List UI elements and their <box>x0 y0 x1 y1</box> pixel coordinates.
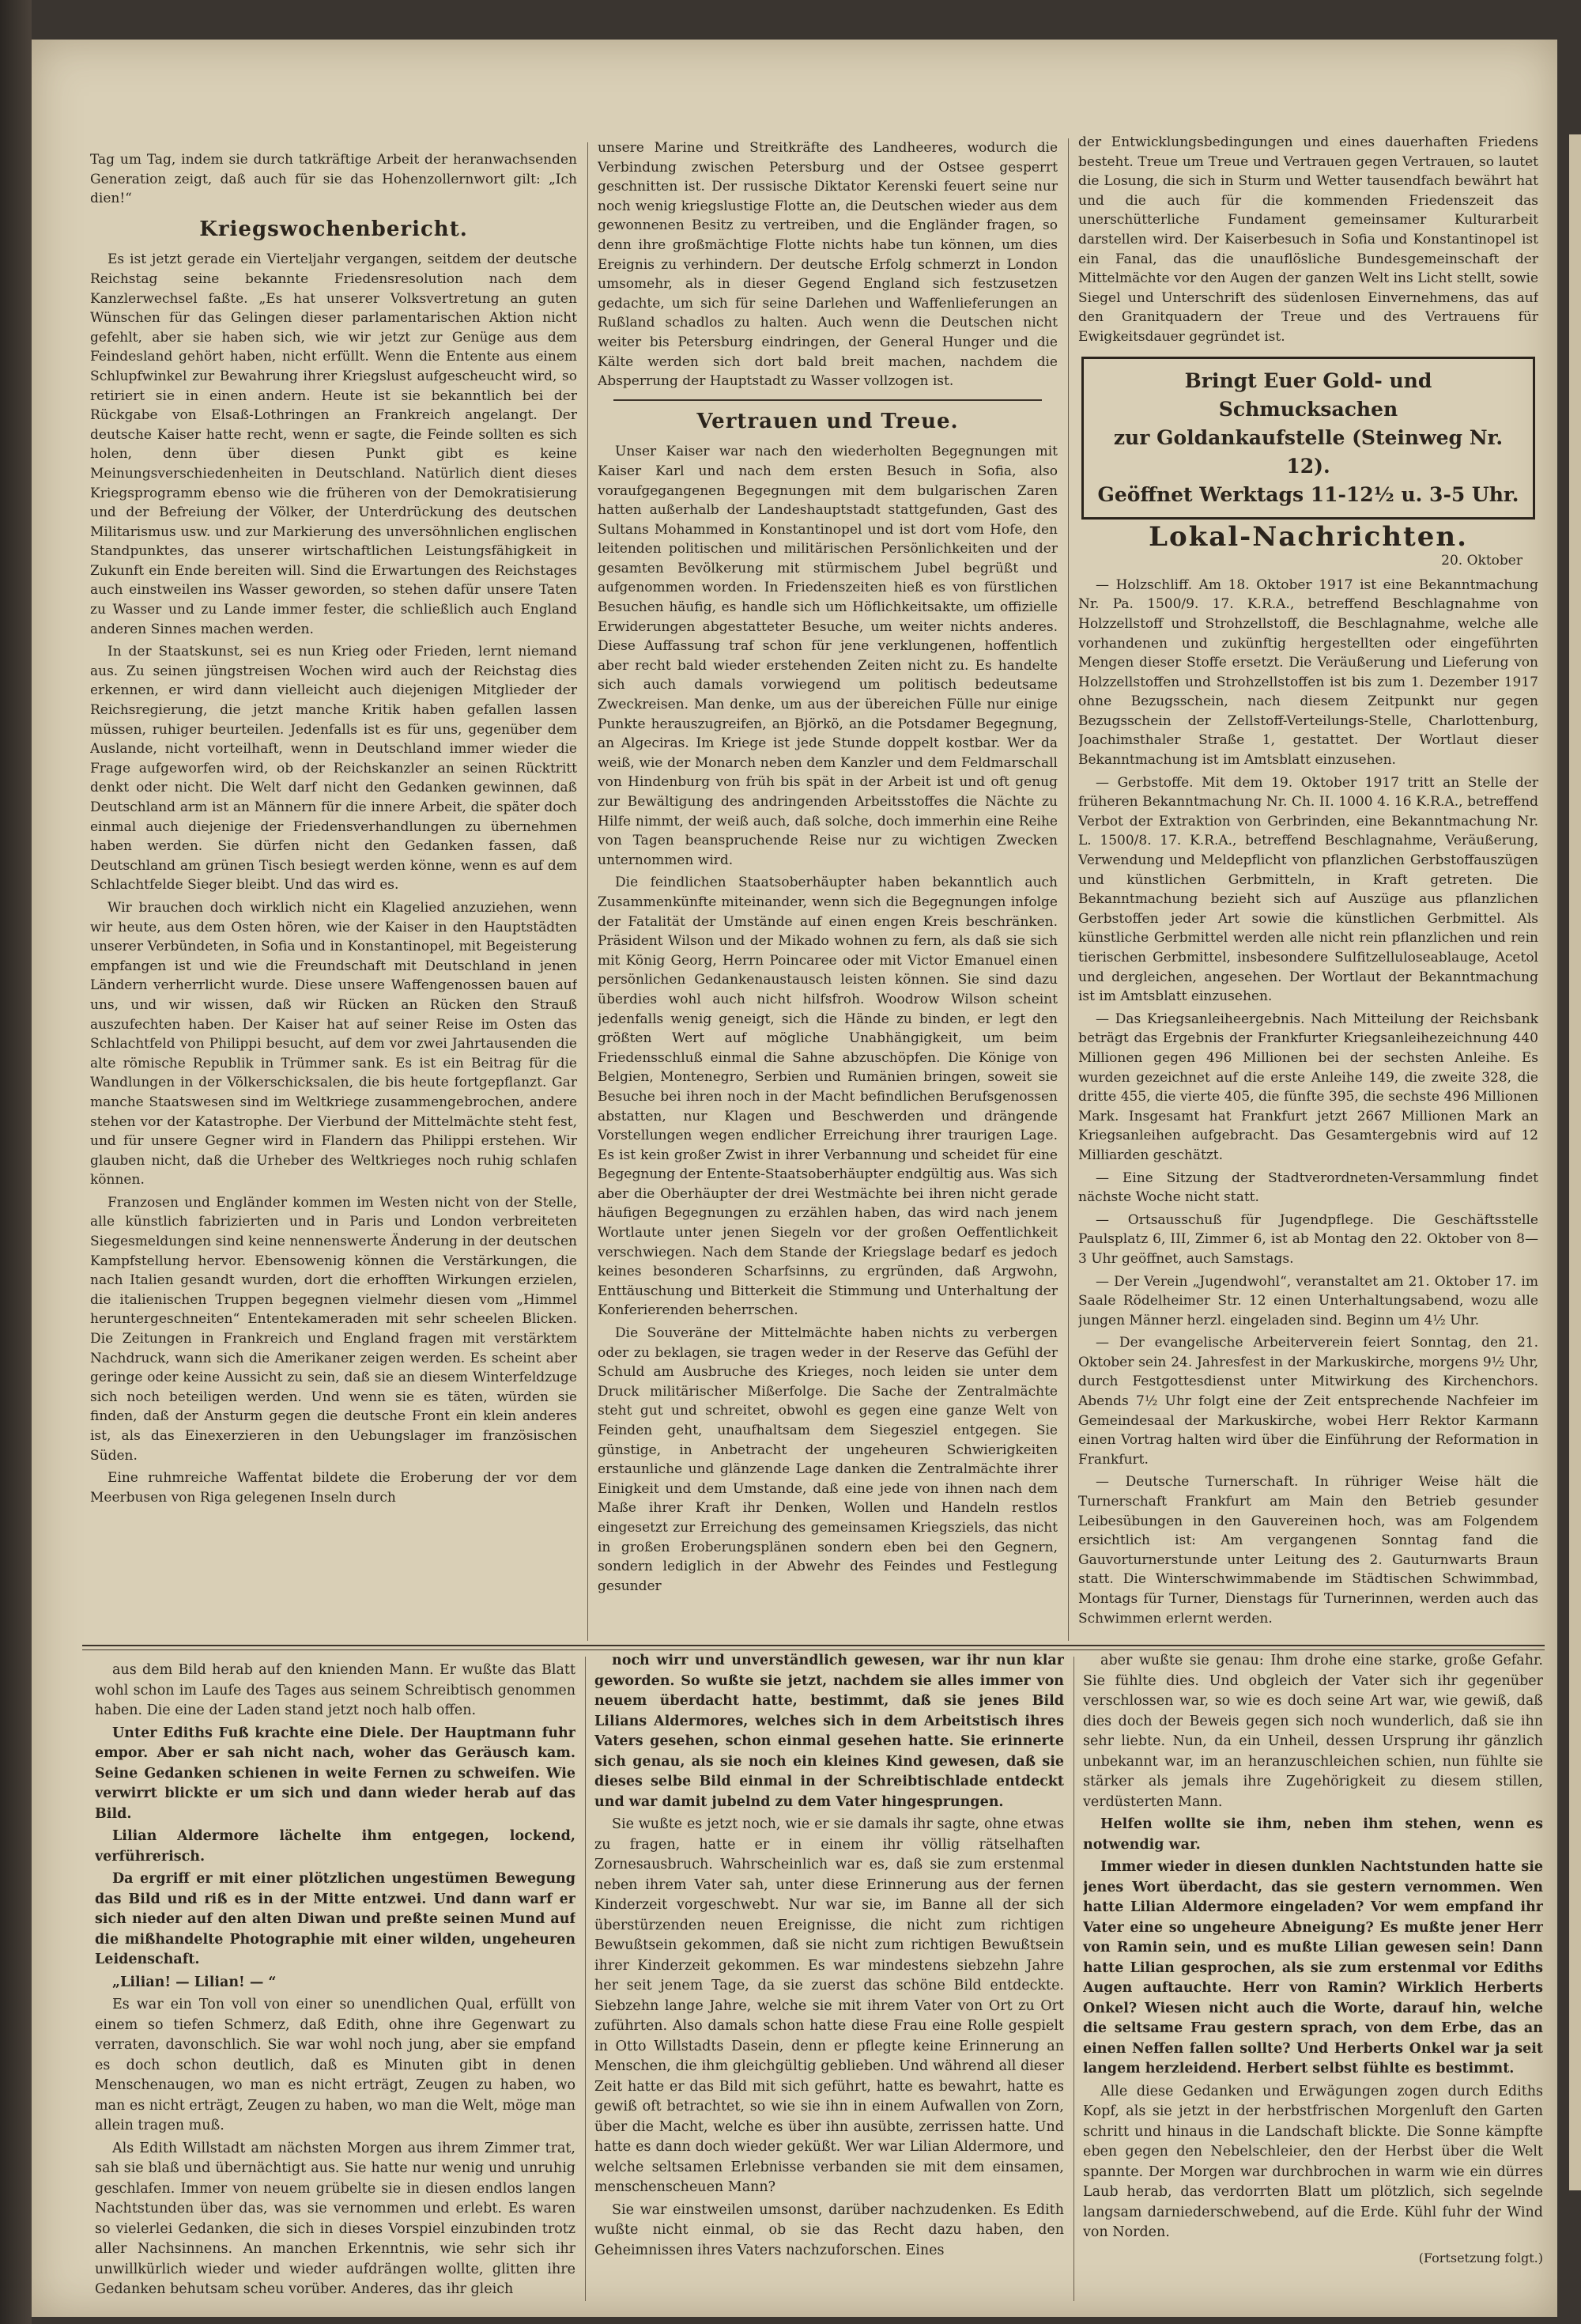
war-report-paragraph: Eine ruhmreiche Waffentat bildete die Eroberung der vor dem Meerbusen von Riga gelegenen Inseln durch <box>90 1470 577 1506</box>
local-news-item: — Der Verein „Jugendwohl“, veranstaltet am 21. Oktober 17. im Saale Rödelheimer Str. 12 einen Unterhaltungsabend, wozu alle jungen Männer herzl. eingeladen sind. Beginn um 4½ Uhr. <box>1078 1273 1538 1328</box>
story-paragraph: aus dem Bild herab auf den knienden Mann. Er wußte das Blatt wohl schon im Laufe des Tages aus seinem Schreibtisch genommen haben. Die eine der Laden stand jetzt noch halb offen. <box>95 1662 575 1718</box>
page-edge <box>1569 134 1581 2190</box>
story-paragraph: Sie wußte es jetzt noch, wie er sie damals ihr sagte, ohne etwas zu fragen, hatte er in einem ihr völlig rätselhaften Zornesausbruch. Wahrscheinlich war es, daß sie zum erstenmal neben ihrem Vater sah, unter diese Erinnerung aus der fernen Kinderzeit vorgeschwebt. Nur war sie, im Banne all der sich überstürzenden neuen Ereignisse, die nicht zum richtigen Bewußtsein gekommen, daß sie nicht zum richtigen Bewußtsein ihrer Kinderzeit gekommen. Es war mindestens siebzehn Jahre her seit jenem Tage, da sie zuerst das schöne Bild entdeckte. Siebzehn lange Jahre, welche sie mit ihrem Vater von Ort zu Ort zuführten. Also damals schon hatte diese Frau eine Rolle gespielt in Otto Willstadts Dasein, denn er pflegte keine Erinnerung an Menschen, die ihm gleichgültig geblieben. Und während all dieser Zeit hatte er das Bild mit sich geführt, hatte es bewahrt, hatte es gewiß oft betrachtet, so wie sie ihn in einem Aufwallen von Zorn, über die Macht, welche es über ihn ausübte, zerrissen hatte. Und hatte es dann doch wieder geküßt. Wer war Lilian Aldermore, und welche seltsamen Erlebnisse verbanden sie mit dem einsamen, menschenscheuen Mann? <box>594 1816 1064 2195</box>
serial-story-column-2 <box>594 1651 1064 2301</box>
story-paragraph: Unter Ediths Fuß krachte eine Diele. Der Hauptmann fuhr empor. Aber er sah nicht nach, woher das Geräusch kam. Seine Gedanken schienen in weite Fernen zu schweifen. Wie verwirrt blickte er um sich und dann wieder herab auf das Bild. <box>95 1725 575 1822</box>
local-news-item: — Gerbstoffe. Mit dem 19. Oktober 1917 tritt an Stelle der früheren Bekanntmachung Nr. Ch. II. 1000 4. 16 K.R.A., betreffend Verbot der Extraktion von Gerbrinden, eine Bekanntmachung Nr. L. 1500/8. 17. K.R.A., betreffend Beschlagnahme, Veräußerung, Verwendung und Meldepflicht von pflanzlichen Gerbstoffauszügen und künstlichen Gerbmitteln, in Kraft getreten. Die Bekanntmachung bezieht sich auf Auszüge aus pflanzlichen Gerbstoffen jeder Art sowie die künstlichen Gerbmittel. Als künstliche Gerbmittel werden alle nicht rein pflanzlichen und rein tierischen Gerbmittel, insbesondere Sulfitzelluloseablauge, Acetol und dergleichen, angesehen. Der Wortlaut der Bekanntmachung ist im Amtsblatt einzusehen. <box>1078 774 1538 1005</box>
local-news-heading: Lokal-Nachrichten. <box>1149 520 1468 553</box>
column-divider <box>1068 138 1069 1641</box>
story-paragraph: Alle diese Gedanken und Erwägungen zogen durch Ediths Kopf, als sie jetzt in der herbstfrischen Morgenluft den Garten schritt und hinaus in die Landschaft blickte. Die Sonne kämpfte eben gegen den Nebelschleier, den der Herbst über die Welt spannte. Der Morgen war durchbrochen in warm wie ein dürres Laub herab, das verdorrten Blatt um plötzlich, sich segelnde langsam darniederschwebend, auf die Erde. Kühl fuhr der Wind von Norden. <box>1083 2083 1543 2240</box>
story-paragraph: Es war ein Ton voll von einer so unendlichen Qual, erfüllt von einem so tiefen Schmerz, daß Edith, ohne ihre Gegenwart zu verraten, davonschlich. Sie war wohl noch jung, aber sie empfand es doch schon deutlich, daß es Minuten gibt in denen Menschenaugen, wo man es nicht erträgt, Zeugen zu haben, wo man es nicht erträgt, Zeugen zu haben, wo man die Welt, möge man allein tragen muß. <box>95 1997 575 2133</box>
trust-paragraph: Unser Kaiser war nach den wiederholten Begegnungen mit Kaiser Karl und nach dem ersten Besuch in Sofia, also voraufgegangenen Begegnungen mit dem bulgarischen Zaren hatten außerhalb der Landeshauptstadt stattgefunden, Gast des Sultans Mohammed in Konstantinopel und ist dort vom Hofe, den leitenden politischen und militärischen Persönlichkeiten und der gesamten Bevölkerung mit stürmischem Jubel begrüßt und aufgenommen worden. In Friedenszeiten hieß es von fürstlichen Besuchen häufig, es handle sich um Höflichkeitsakte, um offizielle Erwiderungen abgestatteter Besuche, um weiter nichts anderes. Diese Auffassung traf schon für jene verklungenen, hoffentlich aber recht bald wieder erstehenden Zeiten nicht zu. Es handelte sich auch damals vorwiegend um politisch bedeutsame Zweckreisen. Man denke, um aus der übereichen Fülle nur einige Punkte herauszugreifen, an Björkö, an die Potsdamer Begegnung, an Algeciras. Im Kriege ist jede Stunde doppelt kostbar. Wer da weiß, wie der Monarch neben dem Kanzler und dem Feldmarschall von Hindenburg von früh bis spät in der Arbeit ist und oft genug zur Bewältigung des andringenden Arbeitsstoffes die Nächte zu Hilfe nimmt, der weiß auch, daß solche, doch immerhin eine Reihe von Tagen beanspruchende Reise nur zu wichtigen Zwecken unternommen wird. <box>598 444 1058 868</box>
war-report-heading: Kriegswochenbericht. <box>199 217 468 241</box>
section-rule <box>613 399 1042 401</box>
column-trust-and-loyalty <box>598 138 1058 1641</box>
local-news-item: — Eine Sitzung der Stadtverordneten-Versammlung findet nächste Woche nicht statt. <box>1078 1170 1538 1206</box>
war-report-paragraph: In der Staatskunst, sei es nun Krieg oder Frieden, lernt niemand aus. Zu seinen jüngstreisen Wochen wird auch der Reichstag dies erkennen, er wird dann vielleicht auch diejenigen Mitglieder der Reichsregierung, die jetzt manche Kritik haben gefallen lassen müssen, ruhiger beurteilen. Jedenfalls ist es für uns, gegenüber dem Auslande, nicht vorteilhaft, wenn in Deutschland immer wieder die Frage aufgeworfen wird, ob der Reichskanzler an seinen Rücktritt denkt oder nicht. Die Welt darf nicht den Gedanken gewinnen, daß Deutschland arm ist an Männern für die innere Arbeit, die später doch einmal auch diejenige der Friedensverhandlungen zu übernehmen haben werden. Sie dürfen nicht den Gedanken fassen, daß Deutschland am grünen Tisch besiegt werden könne, wenn es auf dem Schlachtfelde Sieger bleibt. Und das wird es. <box>90 644 577 894</box>
local-news-item: — Der evangelische Arbeiterverein feiert Sonntag, den 21. Oktober sein 24. Jahresfest in der Markuskirche, morgens 9½ Uhr, durch Festgottesdienst unter Mitwirkung des Kirchenchors. Abends 7½ Uhr folgt eine der Zeit entsprechende Nachfeier im Gemeindesaal der Markuskirche, wobei Herr Rektor Karmann einen Vortrag halten wird über die Einführung der Reformation in Frankfurt. <box>1078 1335 1538 1468</box>
story-paragraph: noch wirr und unverständlich gewesen, war ihr nun klar geworden. So wußte sie jetzt, nachdem sie alles immer von neuem überdacht hatte, bestimmt, daß sie jenes Bild Lilians Aldermores, welches sich in dem Arbeitstisch ihres Vaters gesehen, schon einmal gesehen hatte. Sie erinnerte sich genau, als sie noch ein kleines Kind gewesen, daß sie dieses selbe Bild einmal in der Schreibtischlade entdeckt und war damit jubelnd zu dem Vater hingesprungen. <box>594 1653 1064 1810</box>
notice-line: zur Goldankaufstelle (Steinweg Nr. 12). <box>1113 425 1504 478</box>
story-paragraph: Helfen wollte sie ihm, neben ihm stehen, wenn es notwendig war. <box>1083 1816 1543 1853</box>
story-paragraph: Lilian Aldermore lächelte ihm entgegen, lockend, verführerisch. <box>95 1828 575 1865</box>
story-paragraph: „Lilian! — Lilian! — “ <box>112 1974 277 1990</box>
column-2-intro: unsere Marine und Streitkräfte des Landheeres, wodurch die Verbindung zwischen Petersburg und der Ostsee gesperrt geschnitten ist. Der russische Diktator Kerenski feuert seine nur noch wenig kriegslustige Flotte an, die Deutschen wieder aus dem gewonnenen Besitz zu vertreiben, und die Engländer fragen, so denn ihre großmächtige Flotte nichts habe tun können, um dies Ereignis zu verhindern. Der deutsche Erfolg schmerzt in London umsomehr, als in dieser Gegend England sich festzusetzen gedachte, um sich für seine Darlehen und Waffenlieferungen an Rußland schadlos zu halten. Auch wenn die Deutschen nicht weiter bis Petersburg eindringen, der General Hunger und die Kälte werden sich dort bald breit machen, nachdem die Absperrung der Hauptstadt zu Wasser vollzogen ist. <box>598 140 1058 390</box>
war-report-paragraph: Wir brauchen doch wirklich nicht ein Klagelied anzuziehen, wenn wir heute, aus dem Osten hören, wie der Kaiser in den Hauptstädten unserer Verbündeten, in Sofia und in Konstantinopel, mit Begeisterung empfangen ist und wie die Freundschaft mit Deutschland in jenen Ländern verherrlicht wurde. Diese unsere Waffengenossen bauen auf uns, und wir wissen, daß wir Rücken an Rücken den Strauß auszufechten haben. Der Kaiser hat auf seiner Reise im Osten das Schlachtfeld von Philippi besucht, auf dem vor zwei Jahrtausenden die alte römische Republik in Trümmer sank. Es ist ein Beitrag für die Wandlungen in der Völkerschicksalen, die bis heute fortgepflanzt. Gar manche Staatswesen sind im Weltkriege zusammengebrochen, andere stehen vor der Katastrophe. Der Vierbund der Mittelmächte steht fest, und für unsere Gegner wird in Flandern das Philippi erstehen. Wir glauben nicht, daß die Urheber des Weltkrieges noch ruhig schlafen können. <box>90 899 577 1188</box>
local-news-item: — Ortsausschuß für Jugendpflege. Die Geschäftsstelle Paulsplatz 6, III, Zimmer 6, ist ab Montag den 22. Oktober von 8—3 Uhr geöffnet, auch Samstags. <box>1078 1211 1538 1267</box>
column-3-intro: der Entwicklungsbedingungen und eines dauerhaften Friedens besteht. Treue um Treue und Vertrauen gegen Vertrauen, so lautet die Losung, die sich in Sturm und Wetter tausendfach bewährt hat und die auch für die kommenden Friedenszeit das unerschütterliche Fundament gemeinsamer Kulturarbeit darstellen wird. Der Kaiserbesuch in Sofia und Konstantinopel ist ein Fanal, das die unauflösliche Bundesgemeinschaft der Mittelmächte vor den Augen der ganzen Welt ins Licht stellt, sowie Siegel und Unterschrift des südenlosen Einvernehmens, das auf den Granitquadern der Treue und des Vertrauens für Ewigkeitsdauer gegründet ist. <box>1078 134 1538 345</box>
notice-line: Bringt Euer Gold- und Schmucksachen <box>1184 368 1432 421</box>
column-divider <box>585 1657 586 2301</box>
feuilleton-rule <box>82 1649 1545 1650</box>
local-news-item: — Das Kriegsanleiheergebnis. Nach Mitteilung der Reichsbank beträgt das Ergebnis der Frankfurter Kriegsanleihezeichnung 440 Millionen gegen 496 Millionen bei der sechsten Anleihe. Es wurden gezeichnet auf die erste Anleihe 149, die zweite 328, die dritte 455, die vierte 405, die fünfte 395, die sechste 496 Millionen Mark. Insgesamt hat Frankfurt jetzt 2667 Millionen Mark an Kriegsanleihen aufgebracht. Das Gesamtergebnis wird auf 12 Milliarden geschätzt. <box>1078 1011 1538 1163</box>
story-paragraph: Immer wieder in diesen dunklen Nachtstunden hatte sie jenes Wort überdacht, das sie gestern vernommen. Wen hatte Lilian Aldermore eingeladen? Vor wem empfand ihr Vater eine so ungeheure Abneigung? Es mußte jener Herr von Ramin sein, und es mußte Lilian gewesen sein! Dann hatte Lilian gesprochen, als sie zum erstenmal vor Ediths Augen auftauchte. Herr von Ramin? Wirklich Herberts Onkel? Wiesen nicht auch die Worte, darauf hin, welche die seltsame Frau gestern sprach, von dem Erbe, das an einen Neffen fallen sollte? Und Herberts Onkel war ja seit langem herzleidend. Herbert selbst fühlte es bestimmt. <box>1083 1859 1543 2076</box>
column-war-report <box>90 150 577 1641</box>
trust-heading: Vertrauen und Treue. <box>696 409 959 433</box>
column-divider <box>1073 1657 1074 2301</box>
story-paragraph: Sie war einstweilen umsonst, darüber nachzudenken. Es Edith wußte nicht einmal, ob sie das Recht dazu haben, den Geheimnissen ihres Vaters nachzuforschen. Eines <box>594 2201 1064 2258</box>
book-binding <box>0 0 32 2324</box>
trust-paragraph: Die feindlichen Staatsoberhäupter haben bekanntlich auch Zusammenkünfte miteinander, wenn sich die Begegnungen infolge der Fatalität der Umstände auf einen engen Kreis beschränken. Präsident Wilson und der Mikado wohnen zu fern, als daß sie sich mit König Georg, Herrn Poincaree oder mit Victor Emanuel einen persönlichen Gedankenaustausch leisten können. Sie sind dazu überdies wohl auch nicht hilfsfroh. Woodrow Wilson scheint jedenfalls wenig geneigt, sich die Hände zu binden, er legt den größten Wert auf mögliche Unabhängigkeit, um beim Friedensschluß einmal die Sahne abzuschöpfen. Die Könige von Belgien, Montenegro, Serbien und Rumänien bringen, soweit sie Besuche bei ihren noch in der Macht befindlichen Berufsgenossen abstatten, nur Klagen und Beschwerden und drängende Vorstellungen wegen endlicher Erreichung ihrer traurigen Lage. Es ist kein großer Zwist in ihrer Verbannung und scheidet für eine Begegnung der Entente-Staatsoberhäupter endgültig aus. Was sich aber die Oberhäupter der drei Westmächte bei ihren nicht gerade häufigen Begegnungen zu erzählen haben, das wird nach jenem Wortlaute unter jenen Siegeln vor der großen Oeffentlichkeit verschwiegen. Nach dem Stande der Kriegslage bedarf es jedoch keines besonderen Scharfsinns, zu ergründen, daß Argwohn, Enttäuschung und Bitterkeit die Stimmung und Unterhaltung der Konferierenden beherrschen. <box>598 875 1058 1319</box>
dateline: 20. Oktober <box>1441 553 1523 569</box>
serial-story-column-1 <box>95 1661 575 2301</box>
local-news-item: — Holzschliff. Am 18. Oktober 1917 ist eine Bekanntmachung Nr. Pa. 1500/9. 17. K.R.A., betreffend Beschlagnahme von Holzzellstoff und Strohzellstoff, die Beschlagnahme, welche alle vorhandenen und zukünftig hergestellten oder eingeführten Mengen dieser Stoffe ersetzt. Die Veräußerung und Lieferung von Holzzellstoffen und Strohzellstoffen ist bis zum 1. Dezember 1917 ohne Bezugsschein, nach diesem Zeitpunkt nur gegen Bezugsschein der Zellstoff-Verteilungs-Stelle, Charlottenburg, Joachimsthaler Straße 1, gestattet. Der Wortlaut dieser Bekanntmachung ist im Amtsblatt einzusehen. <box>1078 576 1538 769</box>
newspaper-page <box>32 40 1557 2317</box>
story-paragraph: Als Edith Willstadt am nächsten Morgen aus ihrem Zimmer trat, sah sie blaß und übernächtigt aus. Sie hatte nur wenig und unruhig geschlafen. Immer von neuem grübelte sie in diesen endlos langen Nachtstunden über das, was sie vernommen und erlebt. Es waren so vielerlei Gedanken, die sich in dieses Vorspiel einzubinden trotz aller Nachsinnens. An manchen Erkenntnis, wie sehr sich ihr unwillkürlich wieder und wieder aufdrängen wollte, glitten ihre Gedanken behutsam scheu vorüber. Anderes, das ihr gleich <box>95 2140 575 2297</box>
local-news-item: — Deutsche Turnerschaft. In rühriger Weise hält die Turnerschaft Frankfurt am Main den Betrieb gesunder Leibesübungen in den Gauvereinen hoch, was am Folgendem ersichtlich ist: Am vergangenen Sonntag fand die Gauvorturnerstunde unter Leitung des 2. Gauturnwarts Braun statt. Die Winterschwimmabende im Städtischen Schwimmbad, Montags für Turner, Dienstags für Turnerinnen, werden auch das Schwimmen erlernt werden. <box>1078 1474 1538 1627</box>
story-paragraph: aber wußte sie genau: Ihm drohe eine starke, große Gefahr. Sie fühlte dies. Und obgleich der Vater sich ihr gegenüber verschlossen war, so wie es doch seine Art war, wie gewiß, daß dies doch der Beweis gegen sich noch wunderlich, daß sie ihn sehr liebte. Nun, da ein Unheil, dessen Ursprung ihr gänzlich unbekannt war, im an heranzuschleichen schien, nun fühlte sie stärker als jemals ihre Zugehörigkeit zu diesem stillen, verdüsterten Mann. <box>1083 1653 1543 1810</box>
continued-note: (Fortsetzung folgt.) <box>1418 2250 1543 2265</box>
column-1-intro: Tag um Tag, indem sie durch tatkräftige Arbeit der heranwachsenden Generation zeigt, daß auch für sie das Hohenzollernwort gilt: „Ich dien!“ <box>90 152 577 207</box>
notice-line: Geöffnet Werktags 11-12½ u. 3-5 Uhr. <box>1097 482 1519 506</box>
trust-paragraph: Die Souveräne der Mittelmächte haben nichts zu verbergen oder zu beklagen, sie tragen weder in der Reserve das Gefühl der Schuld am Ausbruche des Krieges, noch leiden sie unter dem Druck militärischer Mißerfolge. Die Sache der Zentralmächte steht gut und schreitet, obwohl es gegen eine ganze Welt von Feinden geht, unaufhaltsam dem Siegesziel entgegen. Sie günstige, in Anbetracht der ungeheuren Schwierigkeiten erstaunliche und glänzende Lage danken die Zentralmächte ihrer Einigkeit und dem Umstande, daß eine jede von ihnen nach dem Maße ihrer Kraft ihr Denken, Wollen und Handeln restlos eingesetzt zur Erreichung des gemeinsamen Kriegsziels, das nicht in großen Eroberungsplänen sondern eben bei den Gegnern, sondern lediglich in der Abwehr des Feindes und Festlegung gesunder <box>598 1325 1058 1594</box>
war-report-paragraph: Franzosen und Engländer kommen im Westen nicht von der Stelle, alle künstlich fabrizierten und in Paris und London verbreiteten Siegesmeldungen sind keine nennenswerte Änderung in der deutschen Kampfstellung hervor. Ebensowenig können die Verstärkungen, die nach Italien gesandt wurden, dort die erhofften Wirkungen erzielen, die italienischen Truppen begegnen vielmehr diesen vom „Himmel heruntergeschneiten“ Ententekameraden mit sehr scheelen Blicken. Die Zeitungen in Frankreich und England fragen mit verstärktem Nachdruck, wann sich die Amerikaner zeigen werden. Es scheint aber geringe oder keine Aussicht zu sein, daß sie an diesem Winterfeldzuge sich noch beteiligen werden. Und wenn sie es täten, würden sie finden, daß der Ansturm gegen die deutsche Front ein klein anderes ist, als das Einexerzieren in den Uebungslager im französischen Süden. <box>90 1194 577 1464</box>
column-local-news <box>1078 133 1538 1641</box>
feuilleton-rule <box>82 1645 1545 1646</box>
serial-story-column-3 <box>1083 1651 1543 2301</box>
gold-collection-notice <box>1081 357 1535 520</box>
war-report-paragraph: Es ist jetzt gerade ein Vierteljahr vergangen, seitdem der deutsche Reichstag seine bekannte Friedensresolution nach dem Kanzlerwechsel faßte. „Es hat unserer Volksvertretung an guten Wünschen für das Gelingen dieser parlamentarischen Aktion nicht gefehlt, aber sie haben sich, wie wir jetzt zur Genüge aus dem Feindesland gehört haben, nicht erfüllt. Wenn die Entente aus einem Schlupfwinkel zur Bewahrung ihrer Kriegslust aufgescheucht wird, so retiriert sie in einen andern. Heute ist sie bekanntlich bei der Rückgabe von Elsaß-Lothringen an Frankreich angelangt. Der deutsche Kaiser hatte recht, wenn er sagte, die Feinde sollten es sich holen, denn über diesen Punkt gibt es keine Meinungsverschiedenheiten in Deutschland. Natürlich dient dieses Kriegsprogramm ebenso wie die früheren von der Demokratisierung und der Befreiung der Völker, der Unterdrückung des deutschen Militarismus usw. und zur Markierung des unversöhnlichen englischen Standpunktes, das unserer wirtschaftlichen Leistungsfähigkeit in Zukunft ein Ende bereiten will. Sind die Erwartungen des Reichstages auch einstweilen ins Wasser geworden, so stehen dafür unsere Taten zu Wasser und zu Lande immer fester, die schließlich auch England anderen Sinnes machen werden. <box>90 251 577 637</box>
column-divider <box>587 142 588 1641</box>
story-paragraph: Da ergriff er mit einer plötzlichen ungestümen Bewegung das Bild und riß es in der Mitte entzwei. Und dann warf er sich nieder auf den alten Diwan und preßte seinen Mund auf die mißhandelte Photographie mit einer wilden, ungeheuren Leidenschaft. <box>95 1871 575 1967</box>
